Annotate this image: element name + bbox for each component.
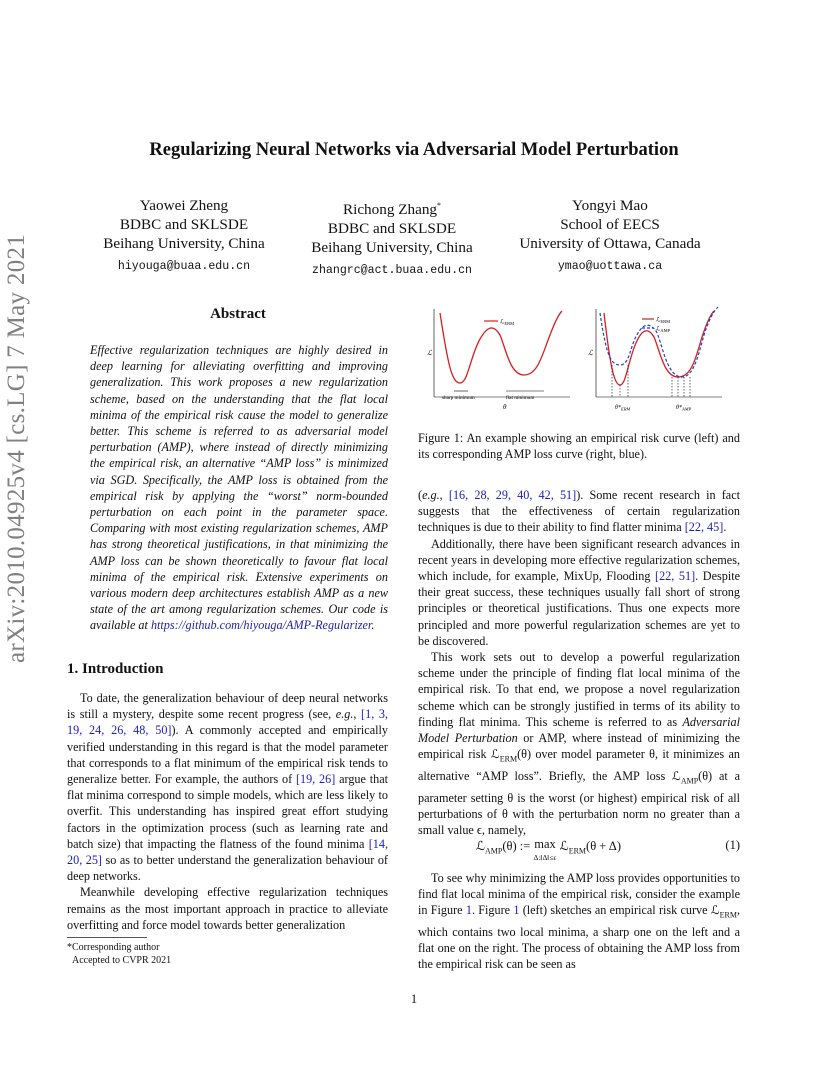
sharp-minimum-label: sharp minimum xyxy=(442,395,475,401)
figure-caption: Figure 1: An example showing an empirical risk curve (left) and its corresponding AMP loss curve (right, blue). xyxy=(418,431,740,462)
author-name: Yaowei Zheng xyxy=(139,197,229,214)
code-link[interactable]: https://github.com/hiyouga/AMP-Regularizer xyxy=(150,618,372,633)
author-affiliation: BDBC and SKLSDE xyxy=(119,216,249,233)
footnotes xyxy=(67,941,171,967)
right-legend-label-amp: ℒ$_{AMP}$ xyxy=(656,326,671,333)
intro-left-column xyxy=(67,690,388,933)
footnote-rule xyxy=(67,937,147,938)
theta-erm-label: $\theta*_{ERM}$ xyxy=(615,405,631,412)
intro-paragraph: To date, the generalization behaviour of deep neural networks is still a mystery, despite some recent progress (see, e.g., [1, 3, 19, 24, 26, 48, 50]). A commonly accepted and empirically verified understanding in this regard is that the model parameter that corresponds to a flat minimum of the empirical risk tends to generalize better. For example, the authors of [19, 26] argue that flat minima correspond to simple models, which are less likely to overfit. This understanding has inspired great effort studying factors in the optimization process (such as learning rate and batch size) that impacting the flatness of the found minima [14, 20, 25] so as to better understand the generalization behaviour of deep networks. xyxy=(67,691,388,884)
citation-link[interactable]: [22, 51] xyxy=(655,569,696,584)
arxiv-stamp: arXiv:2010.04925v4 [cs.LG] 7 May 2021 xyxy=(3,233,30,663)
author-institution: Beihang University, China xyxy=(311,239,473,257)
right-legend-label-erm: ℒ$_{ERM}$ xyxy=(656,317,671,324)
author-institution: University of Ottawa, Canada xyxy=(519,235,701,252)
equation-1 xyxy=(418,836,740,864)
flat-minimum-label: flat minimum xyxy=(506,395,535,401)
section-heading: 1. Introduction xyxy=(67,661,164,677)
author-email: ymao@uottawa.ca xyxy=(557,260,663,273)
abstract-heading: Abstract xyxy=(210,306,266,322)
intro-paragraph: Meanwhile developing effective regularization techniques remains as the most important approach in practice to alleviate overfitting and force model towards better generalization xyxy=(67,885,388,932)
equation-body: ℒ$_{AMP}$(θ) := max Δ:‖Δ‖≤ϵ ℒ$_{ERM}$(θ + Δ) xyxy=(476,837,621,862)
corresponding-mark: * xyxy=(437,201,442,210)
right-paragraph: This work sets out to develop a powerful regularization scheme under the principle of finding flat local minima of the empirical risk. To that end, we propose a novel regularization scheme which can be strongly justified in terms of its ability to finding flat minima. This scheme is referred to as Adversarial Model Perturbation or AMP, where instead of minimizing the empirical risk ℒ$_{ERM}$(θ) over model parameter θ, it minimizes an alternative “AMP loss”. Briefly, the AMP loss ℒ$_{AMP}$(θ) at a parameter setting θ is the worst (or highest) empirical risk of all perturbations of θ with the perturbation norm no greater than a small value ϵ, namely, xyxy=(418,650,740,837)
citation-link[interactable]: [1, 3, 19, 24, 26, 48, 50] xyxy=(67,707,388,738)
citation-link[interactable]: [19, 26] xyxy=(295,772,336,787)
abstract-text: Effective regularization techniques are highly desired in deep learning for alleviating overfitting and improving generalization. This work proposes a new regularization scheme, based on the understanding that the flat local minima of the empirical risk cause the model to generalize better. This scheme is referred to as adversarial model perturbation (AMP), where instead of directly minimizing the empirical risk, an alternative “AMP loss” is minimized via SGD. Specifically, the AMP loss is obtained from the empirical risk by applying the “worst” norm-bounded perturbation on each point in the parameter space. Comparing with most existing regularization schemes, AMP has strong theoretical justifications, in that minimizing the AMP loss can be shown theoretically to favour flat local minima of the empirical risk. Extensive experiments on various modern deep architectures establish AMP as a new state of the art among regularization schemes. Our code is available at xyxy=(90,343,388,633)
right-paragraph: To see why minimizing the AMP loss provides opportunities to find flat local minima of the empirical risk, consider the example in Figure 1. Figure 1 (left) sketches an empirical risk curve ℒ$_{ERM}$, which contains two local minima, a sharp one on the left and a flat one on the right. The process of obtaining the AMP loss from the empirical risk can be seen as xyxy=(418,871,740,972)
author-name-text: Richong Zhang xyxy=(342,201,438,219)
author-block xyxy=(495,196,725,276)
citation-link[interactable]: [14, 20, 25] xyxy=(67,836,388,868)
left-x-label: θ xyxy=(503,403,507,411)
footnote-accepted: Accepted to CVPR 2021 xyxy=(72,955,172,966)
author-block xyxy=(277,196,507,280)
figure-link[interactable]: 1 xyxy=(465,903,472,918)
right-y-label: ℒ xyxy=(588,349,594,357)
page-number: 1 xyxy=(410,992,418,1006)
right-paragraph: Additionally, there have been significant research advances in recent years in developing more effective regularization schemes, which include, for example, MixUp, Flooding [22, 51]. Despite their great success, these techniques usually fall short of strong principles or theoretical justifications. Thus one expects more principled and more powerful regularization schemes are yet to be discovered. xyxy=(418,536,740,648)
citation-link[interactable]: [22, 45] xyxy=(684,520,724,535)
equation-number: (1) xyxy=(725,838,740,852)
citation-link[interactable]: [16, 28, 29, 40, 42, 51] xyxy=(448,488,577,502)
author-name: Yongyi Mao xyxy=(572,197,648,214)
author-email: zhangrc@act.buaa.edu.cn xyxy=(311,264,473,278)
figure-1 xyxy=(420,305,730,420)
paper-title: Regularizing Neural Networks via Adversarial Model Perturbation xyxy=(149,140,679,160)
author-affiliation: BDBC and SKLSDE xyxy=(327,220,457,238)
right-paragraph: (e.g., [16, 28, 29, 40, 42, 51]). Some recent research in fact suggests that the effectiveness of certain regularization techniques is due to their ability to find flatter minima [22, 45]. xyxy=(418,488,741,535)
left-y-label: ℒ xyxy=(427,349,433,357)
theta-amp-label: $\theta*_{AMP}$ xyxy=(676,405,692,412)
author-email: hiyouga@buaa.edu.cn xyxy=(117,260,251,273)
left-legend-label: ℒ$_{ERM}$ xyxy=(500,319,515,326)
author-block xyxy=(69,196,299,276)
author-name xyxy=(277,196,507,219)
footnote-corresponding: *Corresponding author xyxy=(67,942,160,953)
author-affiliation: School of EECS xyxy=(560,216,660,233)
author-institution: Beihang University, China xyxy=(103,235,265,252)
abstract-body xyxy=(90,342,388,634)
right-column-upper xyxy=(418,487,740,838)
right-column-lower xyxy=(418,870,740,973)
abstract-end: . xyxy=(371,618,375,633)
figure-link[interactable]: 1 xyxy=(513,903,520,918)
